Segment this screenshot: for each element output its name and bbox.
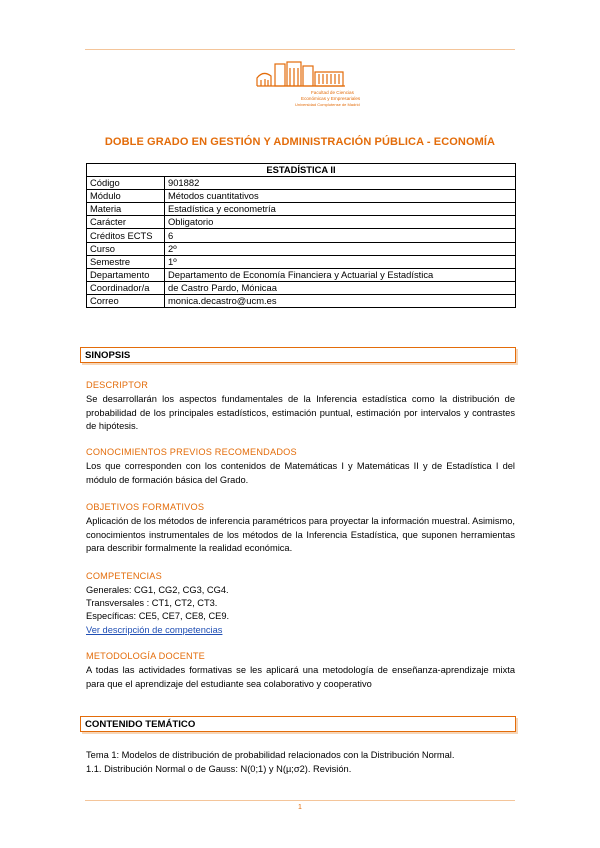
row-value: 901882 [165, 177, 516, 190]
metodologia-text: A todas las actividades formativas se les aplicará una metodología de enseñanza-aprendizaje mixta para que el aprendizaje del estudiante sea colaborativo y cooperativo [86, 665, 515, 689]
row-value: Métodos cuantitativos [165, 190, 516, 203]
logo-text-line3: Universidad Complutense de Madrid [295, 102, 360, 107]
objectives-text: Aplicación de los métodos de inferencia paramétricos para proyectar la información muestral. Asimismo, conocimientos instrumentales de los métodos de la Inferencia Estadística, que suponen herramientas para describir formalmente la realidad económica. [86, 516, 515, 553]
footer-rule [85, 800, 515, 801]
row-key: Correo [87, 294, 165, 307]
descriptor-heading: DESCRIPTOR [86, 380, 149, 390]
tema1-text: Tema 1: Modelos de distribución de probabilidad relacionados con la Distribución Normal. [86, 750, 455, 760]
header-rule [85, 49, 515, 50]
metodologia-heading: METODOLOGÍA DOCENTE [86, 651, 206, 661]
descriptor-text: Se desarrollarán los aspectos fundamentales de la Inferencia estadística como la distribución de probabilidad de los principales estadísticos, estimación puntual, estimación por intervalos y contrastes de hipótesis. [86, 394, 515, 431]
competencias-generales: Generales: CG1, CG2, CG3, CG4. [86, 585, 229, 595]
row-key: Coordinador/a [87, 281, 165, 294]
table-row [87, 281, 516, 294]
table-header: ESTADÍSTICA II [87, 164, 516, 177]
row-key: Módulo [87, 190, 165, 203]
item-1-1-text: 1.1. Distribución Normal o de Gauss: N(0;1) y N(µ;σ2). Revisión. [86, 764, 352, 774]
table-row [87, 203, 516, 216]
page-title: DOBLE GRADO EN GESTIÓN Y ADMINISTRACIÓN PÚBLICA - ECONOMÍA [104, 136, 496, 148]
row-key: Curso [87, 242, 165, 255]
table-row [87, 242, 516, 255]
faculty-building-logo [253, 60, 361, 112]
course-info-table [86, 163, 516, 308]
competencias-especificas: Específicas: CE5, CE7, CE8, CE9. [86, 611, 230, 621]
competencias-link[interactable]: Ver descripción de competencias [86, 625, 223, 635]
section-heading-sinopsis: SINOPSIS [80, 347, 516, 363]
table-header-row [87, 164, 516, 177]
row-key: Semestre [87, 255, 165, 268]
row-value: 6 [165, 229, 516, 242]
logo-text-line2: Económicas y Empresariales [301, 96, 361, 101]
table-row [87, 268, 516, 281]
previous-knowledge-heading: CONOCIMIENTOS PREVIOS RECOMENDADOS [86, 447, 297, 457]
row-value: 1º [165, 255, 516, 268]
page-number: 1 [298, 804, 302, 811]
table-row [87, 190, 516, 203]
table-row [87, 229, 516, 242]
competencias-transversales: Transversales : CT1, CT2, CT3. [86, 598, 218, 608]
objectives-heading: OBJETIVOS FORMATIVOS [86, 502, 205, 512]
logo-text-line1: Facultad de Ciencias [311, 90, 354, 95]
row-key: Carácter [87, 216, 165, 229]
row-value: Obligatorio [165, 216, 516, 229]
competencias-heading: COMPETENCIAS [86, 571, 162, 581]
previous-knowledge-text: Los que corresponden con los contenidos de Matemáticas I y Matemáticas II y de Estadística I del módulo de formación básica del Grado. [86, 461, 515, 485]
table-row [87, 255, 516, 268]
table-row [87, 294, 516, 307]
row-key: Departamento [87, 268, 165, 281]
row-value: Estadística y econometría [165, 203, 516, 216]
section-heading-contenido: CONTENIDO TEMÁTICO [80, 716, 516, 732]
row-value: 2º [165, 242, 516, 255]
row-value: de Castro Pardo, Mónicaa [165, 281, 516, 294]
row-value: monica.decastro@ucm.es [165, 294, 516, 307]
row-value: Departamento de Economía Financiera y Actuarial y Estadística [165, 268, 516, 281]
table-row [87, 216, 516, 229]
table-row [87, 177, 516, 190]
row-key: Código [87, 177, 165, 190]
row-key: Materia [87, 203, 165, 216]
row-key: Créditos ECTS [87, 229, 165, 242]
